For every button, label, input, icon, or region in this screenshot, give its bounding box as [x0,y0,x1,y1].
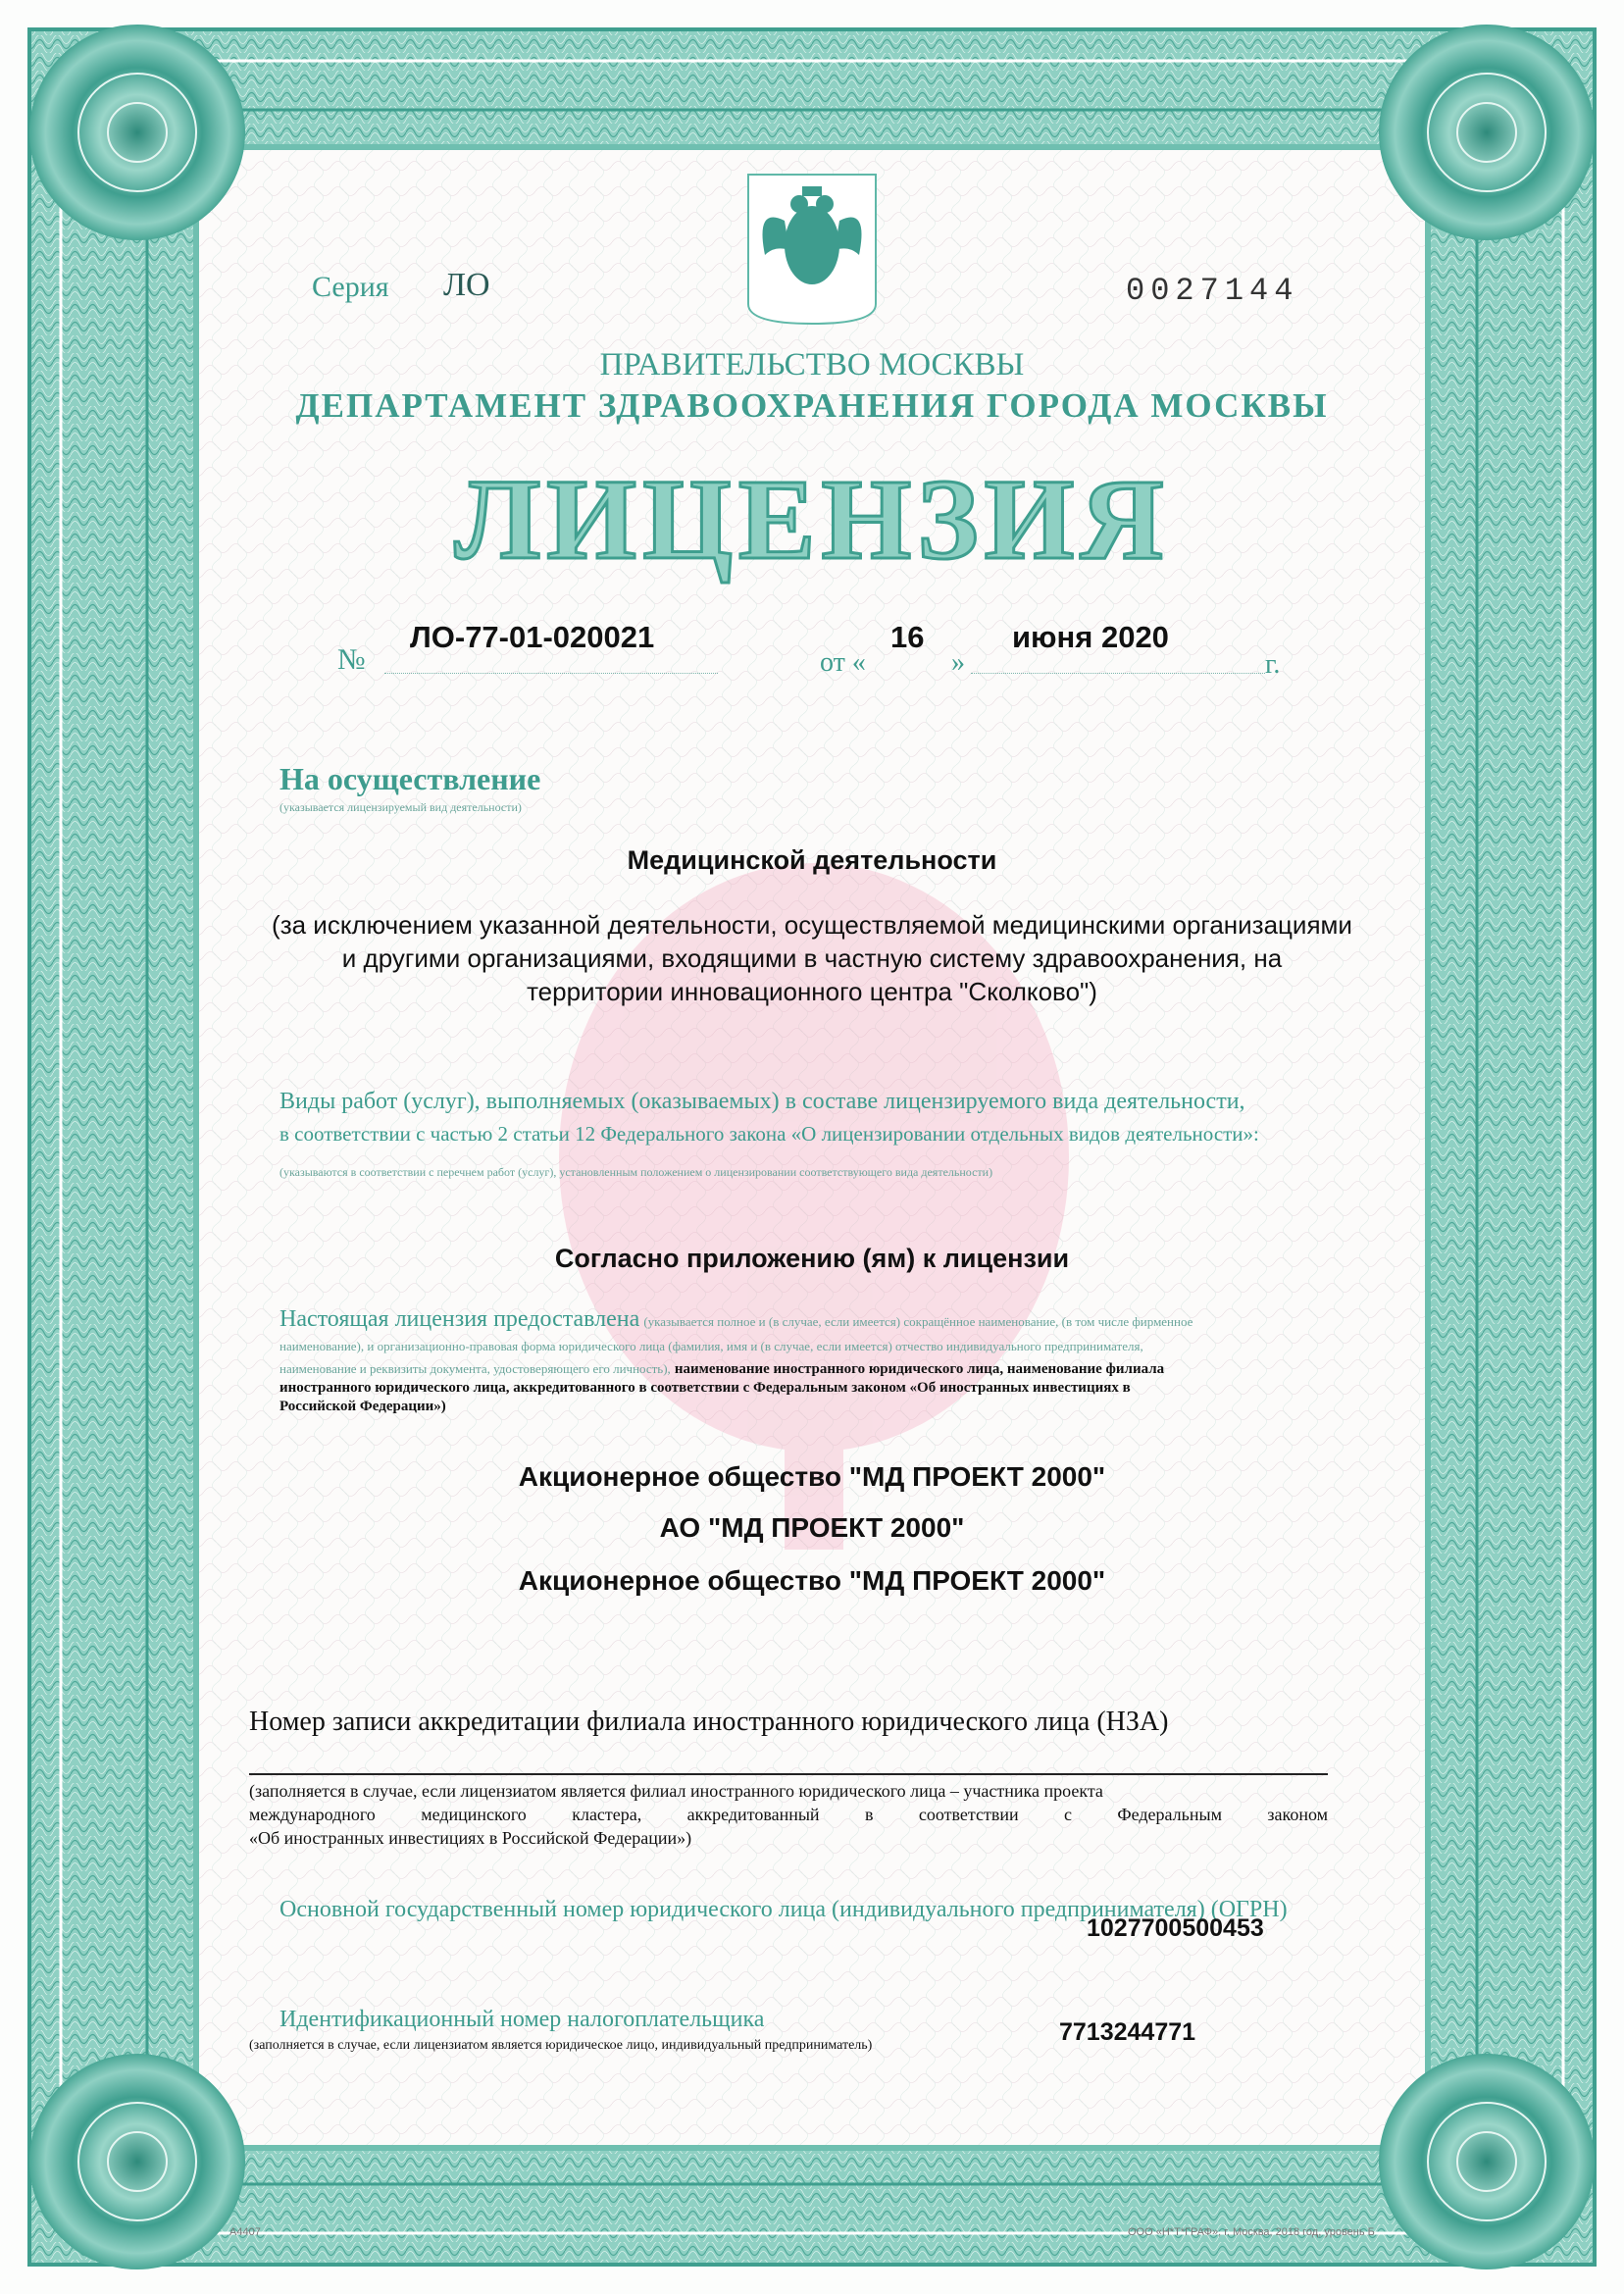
series-value: ЛО [443,267,490,303]
licensee-hint-bold3: Российской Федерации») [279,1399,446,1414]
activity-name: Медицинской деятельности [627,845,997,875]
licensee-brand-name: Акционерное общество "МД ПРОЕКТ 2000" [518,1565,1106,1596]
works-line2: в соответствии с частью 2 статьи 12 Федерального закона «О лицензировании отдельных видов деятельности»: [279,1122,1259,1146]
nza-hint-line2: международного медицинского кластера, аккредитованный в соответствии с Федеральным законом [249,1805,1328,1824]
works-hint: (указываются в соответствии с перечнем работ (услуг), установленным положением о лицензировании соответствующего вида деятельности) [279,1165,993,1179]
inn-label: Идентификационный номер налогоплательщика [279,2007,765,2032]
issuer-line2: ДЕПАРТАМЕНТ ЗДРАВООХРАНЕНИЯ ГОРОДА МОСКВЫ [295,386,1329,425]
licensee-hint-part2: наименование), и организационно-правовая форма юридического лица (фамилия, имя и (в случае, если имеется) отчество индивидуального предпринимателя, [279,1339,1143,1353]
activity-exception-line3: территории инновационного центра "Сколково") [527,977,1097,1006]
licensee-block [279,1306,1427,1415]
year-suffix: г. [1265,649,1281,680]
licensee-hint-bold1: наименование иностранного юридического лица, наименование филиала [674,1361,1165,1377]
works-value: Согласно приложению (ям) к лицензии [554,1244,1070,1273]
nza-label: Номер записи аккредитации филиала иностранного юридического лица (НЗА) [249,1707,1169,1737]
from-label: от « [820,647,866,678]
issue-day: 16 [890,620,925,654]
licensee-hint-part3: наименование и реквизиты документа, удостоверяющего его личность), [279,1361,671,1376]
license-number: ЛО-77-01-020021 [410,620,655,654]
inn-hint: (заполняется в случае, если лицензиатом является юридическое лицо, индивидуальный предприниматель) [249,2038,873,2053]
activity-hint: (указывается лицензируемый вид деятельности) [279,800,522,814]
nza-hint-line1: (заполняется в случае, если лицензиатом является филиал иностранного юридического лица – участника проекта [249,1781,1103,1801]
nza-hint-line3: «Об иностранных инвестициях в Российской Федерации») [249,1828,692,1848]
licensee-full-name: Акционерное общество "МД ПРОЕКТ 2000" [518,1461,1106,1492]
licensee-hint-part1: (указывается полное и (в случае, если имеется) сокращённое наименование, (в том числе фирменное [643,1314,1193,1329]
blank-number: 0027144 [1126,273,1299,309]
activity-exception-line2: и другими организациями, входящими в частную систему здравоохранения, на [341,943,1283,973]
licensee-hint-bold2: иностранного юридического лица, аккредитованного в соответствии с Федеральным законом «Об иностранных инвестициях в [279,1380,1131,1396]
licensee-short-name: АО "МД ПРОЕКТ 2000" [659,1512,965,1543]
works-line1: Виды работ (услуг), выполняемых (оказываемых) в составе лицензируемого вида деятельности, [279,1089,1245,1114]
series-label: Серия [312,271,389,303]
issuer-line1: ПРАВИТЕЛЬСТВО МОСКВЫ [599,347,1025,382]
activity-exception-line1: (за исключением указанной деятельности, осуществляемой медицинскими организациями [272,910,1352,940]
activity-label: На осуществление [279,761,541,796]
form-code: А4407 [229,2226,261,2238]
issue-month-year: июня 2020 [1012,620,1169,654]
ogrn-label: Основной государственный номер юридического лица (индивидуального предпринимателя) (ОГРН) [279,1897,1288,1922]
printer-info: ООО «Н*Т*ГРАФ», г. Москва, 2018 год, уровень Б [1128,2226,1375,2238]
quote-close: » [951,647,965,678]
inn-value: 7713244771 [1059,2018,1196,2046]
number-label: № [337,643,366,676]
document-title: ЛИЦЕНЗИЯ [454,455,1170,584]
licensee-label: Настоящая лицензия предоставлена [279,1306,640,1332]
ogrn-value: 1027700500453 [1087,1914,1264,1942]
